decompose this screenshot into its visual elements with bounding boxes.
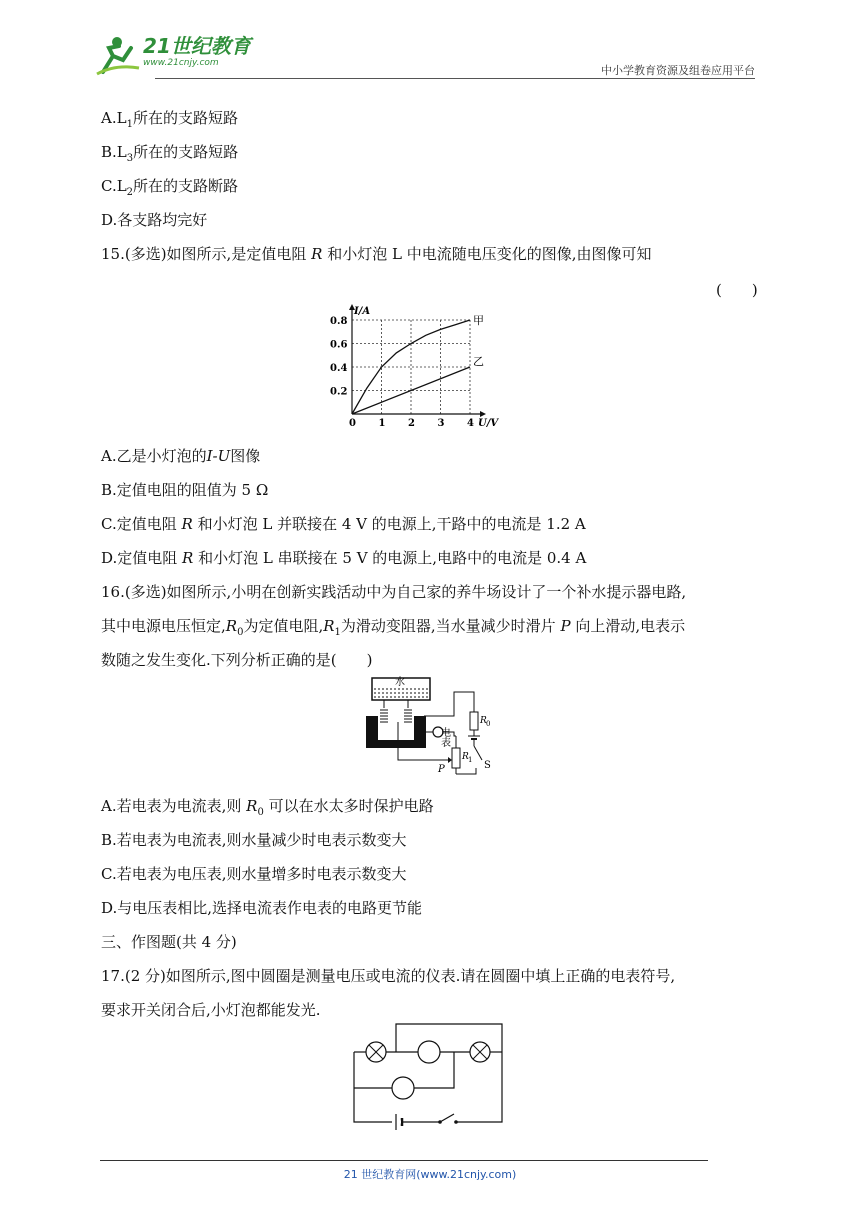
footer-text: 21 世纪教育网(www.21cnjy.com) [343,1168,517,1181]
x-tick-label: 4 [467,418,474,429]
y-tick-label: 0.2 [330,386,348,398]
q16-line-1: 16.(多选)如图所示,小明在创新实践活动中为自己家的养牛场设计了一个补水提示器电路, [101,583,687,601]
q16-option-a: A.若电表为电流表,则 $R_0$ 可以在水太多时保护电路 [101,797,434,818]
q15-option-c: C.定值电阻 R 和小灯泡 L 并联接在 4 V 的电源上,干路中的电流是 1.2 A [101,515,586,533]
x-tick-label: 1 [378,418,386,429]
q17-line-1: 17.(2 分)如图所示,图中圆圈是测量电压或电流的仪表.请在圆圈中填上正确的电表符号, [101,967,676,985]
q15-stem: 15.(多选)如图所示,是定值电阻 R 和小灯泡 L 中电流随电压变化的图像,由图像可知 [101,245,652,263]
y-tick-label: 0.6 [330,339,348,351]
header-platform-text: 中小学教育资源及组卷应用平台 [601,64,755,77]
q15-option-d: D.定值电阻 R 和小灯泡 L 串联接在 5 V 的电源上,电路中的电流是 0.4 A [101,549,587,567]
q16-line-3: 数随之发生变化.下列分析正确的是( ) [101,651,373,669]
x-tick-label: 3 [437,418,445,429]
x-axis-label: U/V [478,418,499,429]
series-label-2: 乙 [473,355,484,368]
svg-text:电表: 电表 [438,727,450,747]
svg-text:水: 水 [395,677,405,688]
y-axis-label: I/A [354,306,371,317]
x-tick-label: 0 [349,418,356,429]
q15-option-b: B.定值电阻的阻值为 5 Ω [101,481,269,499]
svg-text:0: 0 [486,720,491,728]
q14-option-a: $A.L_1$所在的支路短路 [101,109,238,130]
q16-option-c: C.若电表为电压表,则水量增多时电表示数变大 [101,865,407,883]
series-label-1: 甲 [473,314,484,327]
svg-text:S: S [484,760,491,771]
svg-text:P: P [438,764,445,775]
x-axis-arrow [480,411,486,417]
q14-option-d: D.各支路均完好 [101,211,208,229]
iu-chart [330,302,510,432]
svg-text:R: R [480,716,487,726]
q16-option-b: B.若电表为电流表,则水量减少时电表示数变大 [101,831,407,849]
meter-circle-2 [392,1077,414,1099]
header-divider [155,78,755,79]
meter-circle-1 [418,1041,440,1063]
q14-option-c: $C.L_2$所在的支路断路 [101,177,239,198]
svg-text:R: R [462,752,469,762]
y-tick-label: 0.4 [330,363,348,374]
x-tick-label: 2 [408,418,415,429]
footer-divider [100,1160,708,1161]
section-3-heading: 三、作图题(共 4 分) [101,933,237,951]
q16-line-2: 其中电源电压恒定$,R_0$为定值电阻$,R_1$为滑动变阻器,当水量减少时滑片 P 向上滑动,电表示 [101,617,686,638]
svg-text:1: 1 [468,756,473,764]
q17-line-2: 要求开关闭合后,小灯泡都能发光. [101,1001,321,1019]
logo-text: 21世纪教育 [143,34,251,58]
q15-option-a: A.乙是小灯泡的I-U图像 [101,447,261,465]
q14-option-b: $B.L_3$所在的支路短路 [101,143,239,164]
logo-url: www.21cnjy.com [143,58,219,68]
page-header [95,30,755,80]
y-tick-label: 0.8 [330,316,348,327]
water-level-circuit-diagram [358,672,508,780]
meter-circuit-diagram [348,1018,508,1130]
q15-answer-paren: ( ) [716,281,758,299]
q16-option-d: D.与电压表相比,选择电流表作电表的电路更节能 [101,899,423,917]
